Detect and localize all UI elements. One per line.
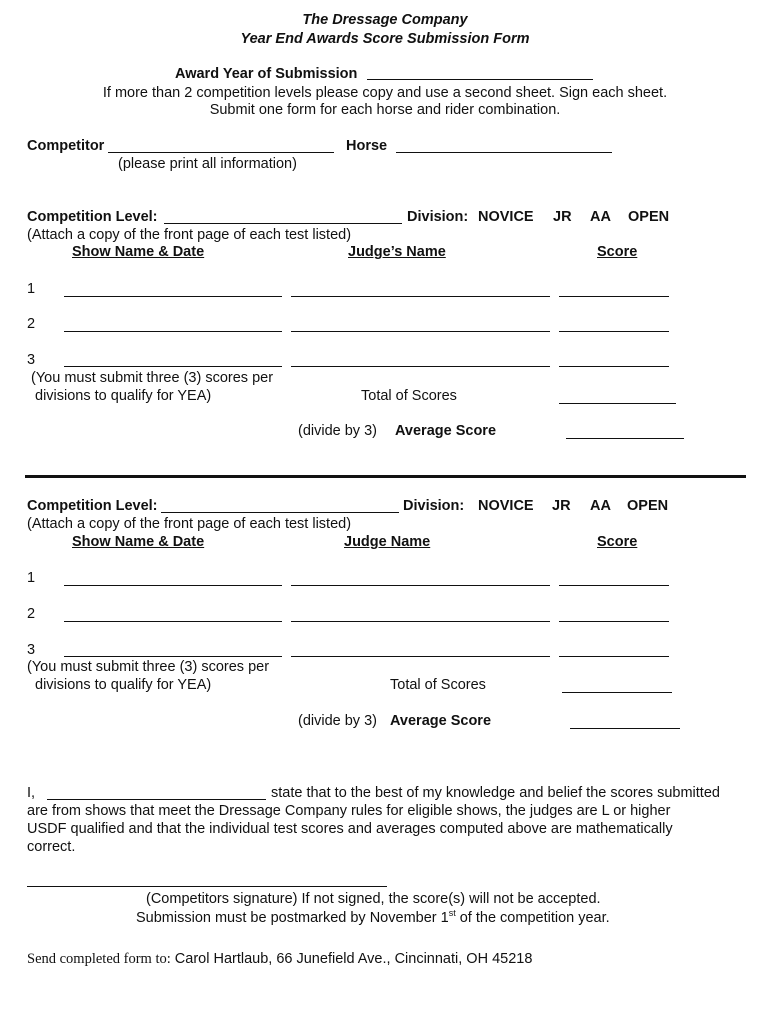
row-number: 1 — [27, 570, 36, 586]
award-year-label: Award Year of Submission — [175, 66, 358, 82]
show-name-field[interactable] — [64, 366, 282, 367]
send-label: Send completed form to: — [27, 951, 171, 967]
statement-text: correct. — [27, 839, 76, 855]
show-name-field[interactable] — [64, 621, 282, 622]
requirement-note: (You must submit three (3) scores per — [27, 659, 270, 675]
show-name-field[interactable] — [64, 656, 282, 657]
signature-note: (Competitors signature) If not signed, the score(s) will not be accepted. — [146, 891, 601, 907]
show-name-field[interactable] — [64, 296, 282, 297]
division-aa[interactable]: AA — [590, 209, 611, 225]
column-header-judge: Judge’s Name — [348, 244, 446, 260]
column-header-show: Show Name & Date — [72, 244, 205, 260]
division-jr[interactable]: JR — [552, 498, 571, 514]
award-year-field[interactable] — [367, 79, 593, 80]
judge-name-field[interactable] — [291, 621, 550, 622]
row-number: 3 — [27, 352, 36, 368]
statement-text: USDF qualified and that the individual test scores and averages computed above are mathematically — [27, 821, 673, 837]
requirement-note: divisions to qualify for YEA) — [35, 677, 212, 693]
statement-prefix: I, — [27, 785, 36, 801]
section-divider — [25, 475, 746, 478]
division-open[interactable]: OPEN — [627, 498, 669, 514]
division-aa[interactable]: AA — [590, 498, 611, 514]
statement-text: are from shows that meet the Dressage Company rules for eligible shows, the judges are L or higher — [27, 803, 671, 819]
row-number: 2 — [27, 606, 36, 622]
judge-name-field[interactable] — [291, 331, 550, 332]
division-label: Division: — [403, 498, 465, 514]
postmark-superscript: st — [448, 908, 456, 919]
score-field[interactable] — [559, 331, 669, 332]
show-name-field[interactable] — [64, 585, 282, 586]
requirement-note: (You must submit three (3) scores per — [31, 370, 274, 386]
one-form-note: Submit one form for each horse and rider combination. — [209, 102, 561, 118]
competition-level-field[interactable] — [164, 223, 402, 224]
division-novice[interactable]: NOVICE — [478, 209, 534, 225]
score-field[interactable] — [559, 656, 669, 657]
average-score-label: Average Score — [395, 423, 497, 439]
postmark-text: Submission must be postmarked by November 1 — [136, 910, 449, 926]
mailing-address: Carol Hartlaub, 66 Junefield Ave., Cincinnati, OH 45218 — [174, 951, 533, 967]
score-field[interactable] — [559, 296, 669, 297]
column-header-score: Score — [597, 534, 638, 550]
row-number: 1 — [27, 281, 36, 297]
total-scores-label: Total of Scores — [361, 388, 457, 404]
horse-field[interactable] — [396, 152, 612, 153]
print-note: (please print all information) — [118, 156, 297, 172]
horse-label: Horse — [346, 138, 388, 154]
total-scores-label: Total of Scores — [390, 677, 486, 693]
column-header-score: Score — [597, 244, 638, 260]
competitor-label: Competitor — [27, 138, 105, 154]
average-score-label: Average Score — [390, 713, 492, 729]
divide-note: (divide by 3) — [298, 713, 377, 729]
company-name: The Dressage Company — [302, 12, 468, 28]
competitor-field[interactable] — [108, 152, 334, 153]
division-open[interactable]: OPEN — [628, 209, 670, 225]
postmark-note — [136, 909, 610, 927]
division-novice[interactable]: NOVICE — [478, 498, 534, 514]
signature-field[interactable] — [27, 886, 387, 887]
row-number: 2 — [27, 316, 36, 332]
score-field[interactable] — [559, 621, 669, 622]
score-field[interactable] — [559, 585, 669, 586]
competition-level-label: Competition Level: — [27, 209, 158, 225]
average-score-field[interactable] — [570, 728, 680, 729]
postmark-text-end: of the competition year. — [455, 910, 610, 926]
statement-text: state that to the best of my knowledge and belief the scores submitted — [271, 785, 720, 801]
show-name-field[interactable] — [64, 331, 282, 332]
attach-note: (Attach a copy of the front page of each test listed) — [27, 516, 352, 532]
judge-name-field[interactable] — [291, 656, 550, 657]
judge-name-field[interactable] — [291, 366, 550, 367]
judge-name-field[interactable] — [291, 296, 550, 297]
requirement-note: divisions to qualify for YEA) — [35, 388, 212, 404]
division-label: Division: — [407, 209, 469, 225]
name-field[interactable] — [47, 799, 266, 800]
score-field[interactable] — [559, 366, 669, 367]
division-jr[interactable]: JR — [553, 209, 572, 225]
column-header-show: Show Name & Date — [72, 534, 205, 550]
divide-note: (divide by 3) — [298, 423, 377, 439]
competition-level-field[interactable] — [161, 512, 399, 513]
average-score-field[interactable] — [566, 438, 684, 439]
total-scores-field[interactable] — [559, 403, 676, 404]
mailing-instructions — [27, 950, 532, 968]
competition-level-label: Competition Level: — [27, 498, 158, 514]
total-scores-field[interactable] — [562, 692, 672, 693]
row-number: 3 — [27, 642, 36, 658]
judge-name-field[interactable] — [291, 585, 550, 586]
form-title: Year End Awards Score Submission Form — [240, 31, 530, 47]
copy-note: If more than 2 competition levels please copy and use a second sheet. Sign each sheet. — [102, 85, 668, 101]
column-header-judge: Judge Name — [344, 534, 431, 550]
attach-note: (Attach a copy of the front page of each test listed) — [27, 227, 352, 243]
